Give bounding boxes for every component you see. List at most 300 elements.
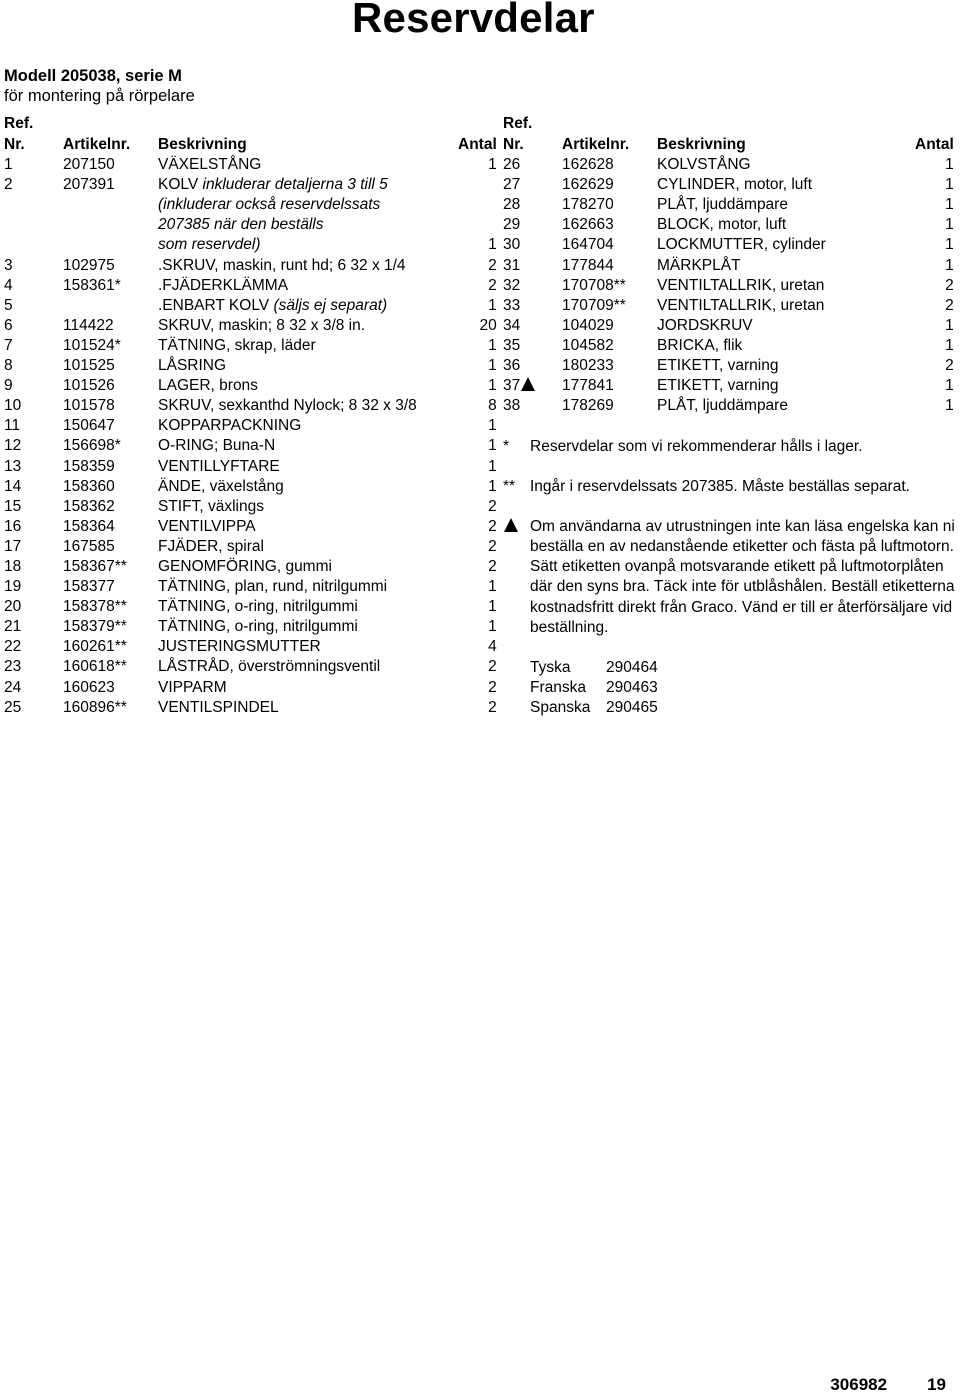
ref-number: 36 [503, 357, 521, 375]
desc-text: KOLV [158, 176, 199, 194]
note-text: Om användarna av utrustningen inte kan läsa engelska kan ni beställa en av nedanstående etiketter och fästa på luftmotorn. Sätt etiketten ovanpå motsvarande etikett på luftmotorplåten där den syns bra. Täck inte för utblåshålen. Beställ etiketterna kostnadsfritt direkt från Graco. Vänd er till er återförsäljare vid beställning. [530, 518, 955, 636]
cell-qty: 2 [488, 658, 497, 676]
table-row [503, 296, 954, 316]
cell-art: 162629 [562, 176, 614, 194]
table-row [4, 376, 497, 396]
cell-art: 162663 [562, 216, 614, 234]
ref-number: 18 [4, 557, 22, 575]
header-qty: Antal [458, 136, 497, 153]
language-part: 290463 [606, 679, 658, 697]
note-text: Ingår i reservdelssats 207385. Måste beställas separat. [530, 478, 910, 496]
page-title: Reservdelar [352, 0, 595, 41]
desc-text: .ENBART KOLV [158, 296, 270, 314]
desc-text: KOPPARPACKNING [158, 417, 302, 435]
ref-number: 8 [4, 357, 13, 375]
desc-text: .FJÄDERKLÄMMA [158, 276, 289, 294]
cell-desc [158, 698, 458, 718]
cell-ref [503, 336, 562, 356]
cell-desc [158, 396, 458, 416]
cell-art: 160896** [63, 698, 127, 716]
header-qty: Antal [915, 136, 954, 153]
table-row [4, 517, 497, 537]
cell-desc [158, 657, 458, 677]
cell-desc [158, 276, 458, 296]
desc-text: VIPPARM [158, 678, 227, 696]
cell-qty: 1 [945, 397, 954, 415]
cell-qty: 1 [488, 156, 497, 174]
cell-ref [4, 637, 63, 657]
cell-art: 178269 [562, 397, 614, 415]
cell-ref [4, 617, 63, 637]
cell-desc [158, 678, 458, 698]
cell-desc [158, 517, 458, 537]
desc-text: ETIKETT, varning [657, 377, 779, 395]
cell-art: 177841 [562, 377, 614, 395]
cell-desc [657, 396, 915, 416]
cell-qty: 2 [488, 276, 497, 294]
desc-text: FJÄDER, spiral [158, 537, 264, 555]
ref-number: 10 [4, 397, 22, 415]
desc-text: VENTILVIPPA [158, 517, 256, 535]
table-row [503, 256, 954, 276]
desc-text: ÄNDE, växelstång [158, 477, 284, 495]
ref-number: 9 [4, 377, 13, 395]
cell-qty: 2 [488, 256, 497, 274]
cell-ref [4, 396, 63, 416]
table-row [4, 678, 497, 698]
ref-number: 25 [4, 698, 22, 716]
ref-number: 11 [4, 417, 21, 435]
table-row [503, 376, 954, 396]
ref-number: 15 [4, 497, 22, 515]
cell-art: 158362 [63, 497, 115, 515]
cell-art: 207150 [63, 156, 115, 174]
ref-number: 29 [503, 216, 521, 234]
desc-text: VENTILTALLRIK, uretan [657, 276, 825, 294]
cell-desc [158, 637, 458, 657]
language-name: Tyska [530, 659, 571, 676]
table-row [4, 698, 497, 718]
cell-ref [503, 296, 562, 316]
cell-art [63, 296, 158, 316]
cell-ref [503, 155, 562, 175]
cell-desc [657, 155, 915, 175]
header-desc: Beskrivning [657, 136, 746, 153]
ref-number: 4 [4, 276, 13, 294]
cell-ref [4, 215, 63, 235]
cell-ref [4, 316, 63, 336]
table-row [503, 195, 954, 215]
desc-text: BRICKA, flik [657, 336, 743, 354]
cell-art: 158377 [63, 578, 115, 596]
page-footer [830, 1375, 946, 1395]
cell-qty: 1 [488, 336, 497, 354]
cell-ref [503, 195, 562, 215]
cell-qty: 1 [488, 377, 497, 395]
cell-qty: 1 [488, 437, 497, 455]
ref-number: 3 [4, 256, 13, 274]
ref-number: 28 [503, 196, 521, 214]
header-ref: Nr. [503, 136, 524, 153]
model-mounting: för montering på rörpelare [4, 87, 195, 105]
table-header-row [4, 135, 497, 155]
table-row [503, 175, 954, 195]
table-row [4, 296, 497, 316]
cell-ref [4, 537, 63, 557]
footnotes [503, 437, 958, 658]
cell-desc [158, 416, 458, 436]
table-row [4, 557, 497, 577]
cell-ref [503, 235, 562, 255]
cell-qty: 1 [945, 176, 954, 194]
cell-qty: 2 [488, 678, 497, 696]
cell-qty: 2 [488, 517, 497, 535]
cell-art: 160261** [63, 638, 127, 656]
cell-desc [657, 195, 915, 215]
cell-ref [4, 597, 63, 617]
model-name: Modell 205038, serie M [4, 67, 182, 85]
desc-text: (inkluderar också reservdelssats [158, 196, 381, 214]
cell-ref [503, 256, 562, 276]
desc-extra: inkluderar detaljerna 3 till 5 [202, 176, 388, 194]
cell-qty: 2 [945, 296, 954, 314]
cell-ref [4, 698, 63, 718]
language-labels-table [530, 658, 658, 718]
cell-desc [657, 296, 915, 316]
left-ref-top-header: Ref. [4, 115, 34, 132]
ref-number: 13 [4, 457, 22, 475]
cell-ref [4, 336, 63, 356]
cell-art: 158379** [63, 618, 127, 636]
note-labels [503, 517, 958, 638]
cell-qty: 1 [488, 236, 497, 254]
cell-ref [503, 276, 562, 296]
table-row [503, 316, 954, 336]
cell-art: 101526 [63, 377, 115, 395]
cell-ref [4, 557, 63, 577]
cell-art: 160623 [63, 678, 115, 696]
cell-qty: 1 [945, 236, 954, 254]
cell-qty: 1 [945, 336, 954, 354]
cell-art: 170709** [562, 296, 626, 314]
table-row [4, 396, 497, 416]
cell-art: 158364 [63, 517, 115, 535]
desc-text: LÅSTRÅD, överströmningsventil [158, 658, 381, 676]
cell-art: 158359 [63, 457, 115, 475]
table-row [4, 537, 497, 557]
cell-qty: 2 [488, 537, 497, 555]
cell-art: 101524* [63, 336, 121, 354]
ref-number: 21 [4, 618, 22, 636]
cell-ref [503, 215, 562, 235]
note-text: Reservdelar som vi rekommenderar hålls i lager. [530, 438, 863, 455]
table-row [4, 657, 497, 677]
desc-text: SKRUV, maskin; 8 32 x 3/8 in. [158, 316, 366, 334]
cell-qty [458, 215, 497, 235]
ref-number: 32 [503, 276, 521, 294]
cell-ref [503, 396, 562, 416]
header-art: Artikelnr. [63, 136, 131, 153]
cell-qty: 4 [488, 638, 497, 656]
cell-art: 170708** [562, 276, 626, 294]
list-item [530, 658, 658, 678]
table-row [4, 316, 497, 336]
cell-qty: 2 [488, 497, 497, 515]
cell-ref [4, 356, 63, 376]
cell-art: 158361* [63, 276, 121, 294]
table-row [4, 175, 497, 195]
table-row [503, 215, 954, 235]
ref-number: 5 [4, 296, 13, 314]
right-ref-top-header: Ref. [503, 115, 533, 132]
desc-extra: (säljs ej separat) [273, 296, 388, 314]
cell-desc [158, 597, 458, 617]
cell-desc [158, 235, 458, 255]
ref-number: 20 [4, 598, 22, 616]
table-header-row [503, 135, 954, 155]
cell-art: 158360 [63, 477, 115, 495]
ref-number: 6 [4, 316, 13, 334]
desc-text: VENTILTALLRIK, uretan [657, 296, 825, 314]
cell-ref [4, 155, 63, 175]
cell-ref [4, 256, 63, 276]
desc-text: VENTILLYFTARE [158, 457, 280, 475]
table-row [4, 256, 497, 276]
desc-text: 207385 när den beställs [158, 216, 324, 234]
cell-qty: 1 [488, 417, 497, 435]
language-name: Spanska [530, 699, 591, 717]
list-item [530, 678, 658, 698]
desc-text: PLÅT, ljuddämpare [657, 397, 788, 415]
ref-number: 38 [503, 397, 521, 415]
cell-qty: 1 [488, 578, 497, 596]
cell-art: 158367** [63, 557, 127, 575]
ref-number: 14 [4, 477, 22, 495]
cell-qty [458, 175, 497, 195]
table-row [4, 416, 497, 436]
cell-desc [657, 376, 915, 396]
header-ref: Nr. [4, 136, 25, 153]
cell-qty: 1 [945, 256, 954, 274]
cell-desc [657, 175, 915, 195]
cell-ref [4, 577, 63, 597]
cell-qty: 1 [488, 357, 497, 375]
table-row [503, 155, 954, 175]
ref-number: 16 [4, 517, 22, 535]
cell-desc [657, 256, 915, 276]
table-row [503, 396, 954, 416]
cell-desc [158, 336, 458, 356]
desc-text: som reservdel) [158, 236, 261, 254]
header-desc: Beskrivning [158, 136, 247, 153]
cell-desc [158, 215, 458, 235]
cell-qty: 1 [945, 316, 954, 334]
ref-number: 22 [4, 638, 22, 656]
cell-qty: 2 [945, 276, 954, 294]
cell-ref [4, 416, 63, 436]
cell-ref [503, 316, 562, 336]
table-row [4, 235, 497, 255]
cell-ref [4, 657, 63, 677]
cell-qty: 2 [488, 698, 497, 716]
language-part: 290465 [606, 699, 658, 717]
table-row [4, 457, 497, 477]
note-kit [503, 477, 958, 497]
desc-text: STIFT, växlings [158, 497, 264, 515]
cell-art: 158378** [63, 598, 127, 616]
list-item [530, 698, 658, 718]
cell-qty: 1 [488, 598, 497, 616]
cell-art: 180233 [562, 357, 614, 375]
cell-desc [158, 436, 458, 456]
desc-text: ETIKETT, varning [657, 357, 779, 375]
cell-ref [4, 497, 63, 517]
cell-art: 104582 [562, 336, 614, 354]
cell-desc [158, 537, 458, 557]
cell-art: 150647 [63, 417, 115, 435]
desc-text: BLOCK, motor, luft [657, 216, 787, 234]
cell-qty: 1 [945, 216, 954, 234]
cell-desc [657, 235, 915, 255]
desc-text: LOCKMUTTER, cylinder [657, 236, 826, 254]
desc-text: TÄTNING, skrap, läder [158, 336, 316, 354]
desc-text: .SKRUV, maskin, runt hd; 6 32 x 1/4 [158, 256, 406, 274]
table-row [4, 155, 497, 175]
cell-art: 104029 [562, 316, 614, 334]
ref-number: 33 [503, 296, 521, 314]
ref-number: 35 [503, 336, 521, 354]
ref-number: 37 [503, 377, 521, 395]
note-mark: ** [503, 478, 516, 496]
cell-desc [158, 316, 458, 336]
cell-desc [158, 175, 458, 195]
cell-ref [4, 436, 63, 456]
cell-desc [158, 457, 458, 477]
ref-number: 31 [503, 256, 521, 274]
ref-number: 27 [503, 176, 521, 194]
cell-desc [158, 617, 458, 637]
table-row [4, 356, 497, 376]
cell-art: 160618** [63, 658, 127, 676]
table-row [4, 497, 497, 517]
model-info [4, 66, 195, 106]
desc-text: LAGER, brons [158, 377, 258, 395]
page-number: 19 [927, 1375, 946, 1394]
cell-ref [4, 477, 63, 497]
table-row [4, 637, 497, 657]
cell-art: 101525 [63, 357, 115, 375]
cell-ref [4, 678, 63, 698]
ref-number: 30 [503, 236, 521, 254]
table-row [4, 276, 497, 296]
desc-text: TÄTNING, o-ring, nitrilgummi [158, 598, 358, 616]
ref-number: 12 [4, 437, 22, 455]
cell-ref [4, 517, 63, 537]
desc-text: GENOMFÖRING, gummi [158, 557, 332, 575]
table-row [503, 356, 954, 376]
cell-ref [503, 356, 562, 376]
cell-art: 162628 [562, 156, 614, 174]
desc-text: JORDSKRUV [657, 316, 753, 334]
cell-art: 156698* [63, 437, 121, 455]
cell-art: 207391 [63, 176, 115, 194]
cell-qty: 2 [488, 557, 497, 575]
desc-text: KOLVSTÅNG [657, 156, 751, 174]
ref-number: 23 [4, 658, 22, 676]
cell-ref [4, 276, 63, 296]
cell-ref [503, 175, 562, 195]
cell-desc [158, 477, 458, 497]
table-row [4, 617, 497, 637]
table-row [503, 276, 954, 296]
cell-ref [4, 195, 63, 215]
cell-qty: 1 [945, 196, 954, 214]
right-parts-table [503, 135, 954, 416]
cell-qty: 1 [488, 618, 497, 636]
cell-ref [4, 376, 63, 396]
language-part: 290464 [606, 659, 658, 676]
table-row [503, 235, 954, 255]
desc-text: CYLINDER, motor, luft [657, 176, 813, 194]
cell-ref [4, 457, 63, 477]
table-row [4, 597, 497, 617]
cell-desc [657, 336, 915, 356]
cell-qty [458, 195, 497, 215]
cell-desc [158, 296, 458, 316]
cell-desc [657, 356, 915, 376]
desc-text: O-RING; Buna-N [158, 437, 276, 455]
cell-qty: 1 [488, 457, 497, 475]
cell-ref [4, 175, 63, 195]
cell-desc [657, 215, 915, 235]
desc-text: MÄRKPLÅT [657, 256, 741, 274]
cell-qty: 20 [479, 316, 497, 334]
desc-text: LÅSRING [158, 357, 227, 375]
cell-qty: 1 [488, 477, 497, 495]
cell-art [63, 215, 158, 235]
table-row [4, 336, 497, 356]
triangle-icon [504, 518, 518, 532]
desc-text: VÄXELSTÅNG [158, 156, 262, 174]
desc-text: TÄTNING, o-ring, nitrilgummi [158, 618, 358, 636]
cell-art [63, 195, 158, 215]
header-art: Artikelnr. [562, 136, 630, 153]
cell-desc [158, 256, 458, 276]
cell-desc [657, 316, 915, 336]
desc-text: TÄTNING, plan, rund, nitrilgummi [158, 578, 388, 596]
cell-desc [158, 356, 458, 376]
desc-text: JUSTERINGSMUTTER [158, 638, 321, 656]
cell-art: 177844 [562, 256, 614, 274]
desc-text: SKRUV, sexkanthd Nylock; 8 32 x 3/8 [158, 397, 417, 415]
triangle-icon [521, 377, 535, 391]
cell-desc [158, 376, 458, 396]
cell-art: 178270 [562, 196, 614, 214]
ref-number: 26 [503, 156, 521, 174]
cell-qty: 2 [945, 357, 954, 375]
cell-desc [158, 557, 458, 577]
note-mark: * [503, 438, 510, 455]
cell-desc [657, 276, 915, 296]
cell-desc [158, 195, 458, 215]
ref-number: 1 [4, 156, 13, 174]
cell-desc [158, 155, 458, 175]
cell-art [63, 235, 158, 255]
left-parts-table [4, 135, 497, 718]
cell-ref [4, 296, 63, 316]
cell-qty: 8 [488, 397, 497, 415]
cell-art: 167585 [63, 537, 115, 555]
